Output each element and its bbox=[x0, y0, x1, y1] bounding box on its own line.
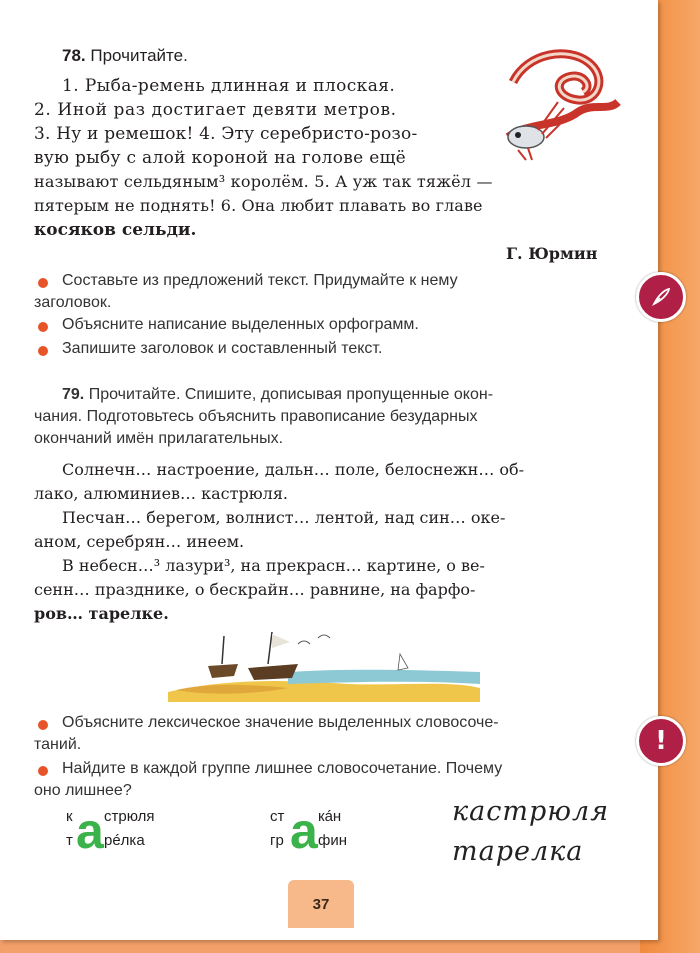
vocab-word-kastryulya bbox=[66, 808, 73, 825]
exercise-78-instruction: Прочитайте. bbox=[90, 46, 188, 65]
ex78-line-3: 3. Ну и ремешок! 4. Эту серебристо-розо- bbox=[34, 124, 418, 144]
ex78-task-3: Запишите заголовок и составленный текст. bbox=[62, 340, 383, 357]
vocab-suffix-3: кáн bbox=[318, 808, 342, 825]
vocab-big-letter-a-2: а bbox=[290, 803, 318, 859]
ex78-task-1: Составьте из предложений текст. Придумайте к нему bbox=[62, 272, 458, 289]
handwritten-kastryulya: кастрюля bbox=[452, 796, 610, 827]
ex79-intro-2: чания. Подготовьтесь объяснить правописание безударных bbox=[34, 408, 478, 425]
ex79-task-1: Объясните лексическое значение выделенных словосоче- bbox=[62, 714, 499, 731]
ex78-line-6: пятерым не поднять! 6. Она любит плавать во главе bbox=[34, 196, 483, 215]
vocab-prefix-3: ст bbox=[270, 808, 285, 825]
vocab-suffix-4: фин bbox=[318, 832, 348, 849]
ex78-line-4: вую рыбу с алой короной на голове ещё bbox=[34, 148, 407, 168]
ex79-intro-3: окончаний имён прилагательных. bbox=[34, 430, 284, 447]
oarfish-illustration bbox=[498, 42, 628, 162]
exclamation-icon: ! bbox=[636, 716, 686, 766]
page-number: 37 bbox=[288, 880, 354, 928]
ex79-line-4: аном, серебрян… инеем. bbox=[34, 532, 245, 551]
vocab-suffix-2: рéлка bbox=[104, 832, 145, 849]
handwritten-tarelka: тарелка bbox=[452, 836, 584, 867]
ex79-line-2: лако, алюминиев… кастрюля. bbox=[34, 484, 289, 503]
ex79-line-1: Солнечн… настроение, дальн… поле, белоснежн… об- bbox=[62, 460, 525, 479]
ex78-line-7: косяков сельди. bbox=[34, 220, 197, 240]
exercise-78-header bbox=[62, 46, 188, 66]
ex79-intro-1 bbox=[62, 386, 493, 404]
exercise-79-number: 79. bbox=[62, 386, 85, 403]
ex78-author: Г. Юрмин bbox=[506, 244, 598, 263]
vocab-prefix-4: гр bbox=[270, 832, 284, 849]
ex79-line-6: сенн… празднике, о бескрайн… равнине, на фарфо- bbox=[34, 580, 476, 599]
seashore-illustration bbox=[168, 628, 480, 702]
ex78-line-2: 2. Иной раз достигает девяти метров. bbox=[34, 100, 397, 120]
task-bullet bbox=[38, 322, 48, 332]
task-bullet bbox=[38, 766, 48, 776]
vocab-prefix: к bbox=[66, 808, 73, 825]
ex79-intro-text: Прочитайте. Спишите, дописывая пропущенные окон- bbox=[88, 386, 494, 403]
exercise-78-number: 78. bbox=[62, 46, 86, 65]
task-bullet bbox=[38, 346, 48, 356]
task-bullet bbox=[38, 278, 48, 288]
vocab-prefix-2: т bbox=[66, 832, 73, 849]
pen-icon bbox=[636, 272, 686, 322]
ex79-task-2-cont: оно лишнее? bbox=[34, 782, 132, 799]
ex79-line-7: ров… тарелке. bbox=[34, 604, 169, 623]
ex78-line-1: 1. Рыба-ремень длинная и плоская. bbox=[62, 76, 396, 96]
ex78-task-2: Объясните написание выделенных орфограмм. bbox=[62, 316, 419, 333]
vocab-big-letter-a: а bbox=[76, 803, 104, 859]
vocab-suffix-1: стрюля bbox=[104, 808, 155, 825]
ex79-task-2: Найдите в каждой группе лишнее словосочетание. Почему bbox=[62, 760, 503, 777]
ex79-line-5: В небесн…³ лазури³, на прекрасн… картине, о ве- bbox=[62, 556, 485, 575]
ex79-line-3: Песчан… берегом, волнист… лентой, над син… оке- bbox=[62, 508, 506, 527]
ex78-line-5: называют сельдяным³ королём. 5. А уж так тяжёл — bbox=[34, 172, 493, 191]
ex78-task-1-cont: заголовок. bbox=[34, 294, 112, 311]
ex79-task-1-cont: таний. bbox=[34, 736, 82, 753]
task-bullet bbox=[38, 720, 48, 730]
